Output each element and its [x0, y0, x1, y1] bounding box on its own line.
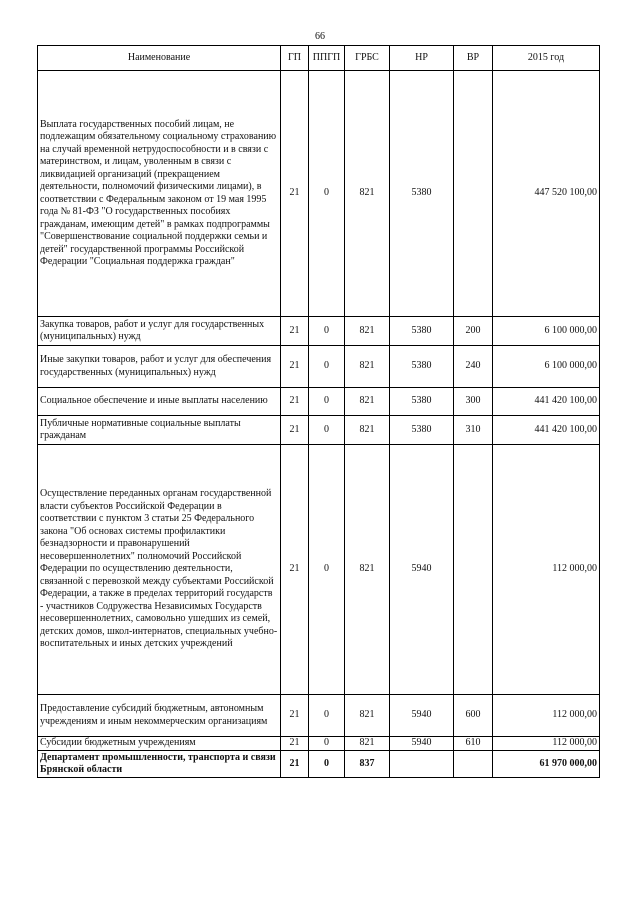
row-ppgp: 0 [309, 737, 345, 751]
row-name: Предоставление субсидий бюджетным, автономным учреждениям и иным некоммерческим организациям [38, 695, 281, 737]
row-nr: 5380 [390, 416, 454, 445]
row-grbs: 821 [345, 737, 390, 751]
row-gp: 21 [281, 737, 309, 751]
row-grbs: 821 [345, 71, 390, 317]
row-ppgp: 0 [309, 346, 345, 388]
page-number: 66 [315, 31, 325, 42]
header-vr: ВР [454, 46, 493, 71]
row-nr: 5940 [390, 737, 454, 751]
header-nr: НР [390, 46, 454, 71]
row-amount: 61 970 000,00 [493, 751, 600, 778]
header-name: Наименование [38, 46, 281, 71]
row-vr [454, 445, 493, 695]
row-name: Иные закупки товаров, работ и услуг для обеспечения государственных (муниципальных) нужд [38, 346, 281, 388]
row-grbs: 821 [345, 695, 390, 737]
row-grbs: 821 [345, 317, 390, 346]
row-nr: 5940 [390, 695, 454, 737]
row-grbs: 821 [345, 416, 390, 445]
row-grbs: 837 [345, 751, 390, 778]
row-gp: 21 [281, 695, 309, 737]
row-amount: 6 100 000,00 [493, 346, 600, 388]
table-row [38, 346, 600, 388]
row-gp: 21 [281, 71, 309, 317]
table-header-row [38, 46, 600, 71]
row-gp: 21 [281, 346, 309, 388]
row-grbs: 821 [345, 388, 390, 416]
header-gp: ГП [281, 46, 309, 71]
table-row [38, 695, 600, 737]
table-row [38, 737, 600, 751]
table-row [38, 317, 600, 346]
table-row [38, 388, 600, 416]
row-amount: 112 000,00 [493, 445, 600, 695]
row-name: Публичные нормативные социальные выплаты гражданам [38, 416, 281, 445]
row-vr [454, 751, 493, 778]
row-ppgp: 0 [309, 317, 345, 346]
row-amount: 441 420 100,00 [493, 388, 600, 416]
row-name: Выплата государственных пособий лицам, не подлежащим обязательному социальному страхованию на случай временной нетрудоспособности и в связи с материнством, и лицам, уволенным в связи с ликвидацией организаций (прекращением деятельности, полномочий физическими лицами), в соответствии с Федеральным законом от 19 мая 1995 года № 81-ФЗ "О государственных пособиях гражданам, имеющим детей" в рамках подпрограммы "Совершенствование социальной поддержки семьи и детей" государственной программы Российской Федерации "Социальная поддержка граждан" [38, 71, 281, 317]
table-row [38, 416, 600, 445]
row-vr: 310 [454, 416, 493, 445]
row-ppgp: 0 [309, 751, 345, 778]
row-nr: 5380 [390, 317, 454, 346]
row-name: Социальное обеспечение и иные выплаты населению [38, 388, 281, 416]
row-ppgp: 0 [309, 71, 345, 317]
header-grbs: ГРБС [345, 46, 390, 71]
row-vr: 610 [454, 737, 493, 751]
row-nr: 5380 [390, 346, 454, 388]
row-nr: 5380 [390, 71, 454, 317]
table-row [38, 71, 600, 317]
row-gp: 21 [281, 416, 309, 445]
row-gp: 21 [281, 388, 309, 416]
row-ppgp: 0 [309, 695, 345, 737]
row-name: Закупка товаров, работ и услуг для государственных (муниципальных) нужд [38, 317, 281, 346]
row-amount: 112 000,00 [493, 737, 600, 751]
row-vr: 240 [454, 346, 493, 388]
table-row-department [38, 751, 600, 778]
row-name: Осуществление переданных органам государственной власти субъектов Российской Федерации в соответствии с пунктом 3 статьи 25 Федерального закона "Об основах системы профилактики безнадзорности и правонарушений несовершеннолетних" полномочий Российской Федерации по осуществлению деятельности, связанной с перевозкой между субъектами Российской Федерации, а также в пределах территорий государств - участников Содружества Независимых Государств несовершеннолетних, самовольно ушедших из семей, детских домов, школ-интернатов, специальных учебно-воспитательных и иных детских учреждений [38, 445, 281, 695]
row-amount: 447 520 100,00 [493, 71, 600, 317]
row-nr [390, 751, 454, 778]
row-name: Департамент промышленности, транспорта и связи Брянской области [38, 751, 281, 778]
row-vr: 600 [454, 695, 493, 737]
row-name: Субсидии бюджетным учреждениям [38, 737, 281, 751]
row-ppgp: 0 [309, 388, 345, 416]
table-row [38, 445, 600, 695]
header-amount: 2015 год [493, 46, 600, 71]
row-amount: 112 000,00 [493, 695, 600, 737]
row-vr: 300 [454, 388, 493, 416]
header-ppgp: ППГП [309, 46, 345, 71]
budget-table [37, 45, 600, 778]
row-gp: 21 [281, 445, 309, 695]
row-gp: 21 [281, 317, 309, 346]
row-vr [454, 71, 493, 317]
row-ppgp: 0 [309, 416, 345, 445]
row-amount: 441 420 100,00 [493, 416, 600, 445]
row-gp: 21 [281, 751, 309, 778]
row-nr: 5940 [390, 445, 454, 695]
row-nr: 5380 [390, 388, 454, 416]
row-vr: 200 [454, 317, 493, 346]
row-amount: 6 100 000,00 [493, 317, 600, 346]
row-grbs: 821 [345, 346, 390, 388]
row-grbs: 821 [345, 445, 390, 695]
row-ppgp: 0 [309, 445, 345, 695]
